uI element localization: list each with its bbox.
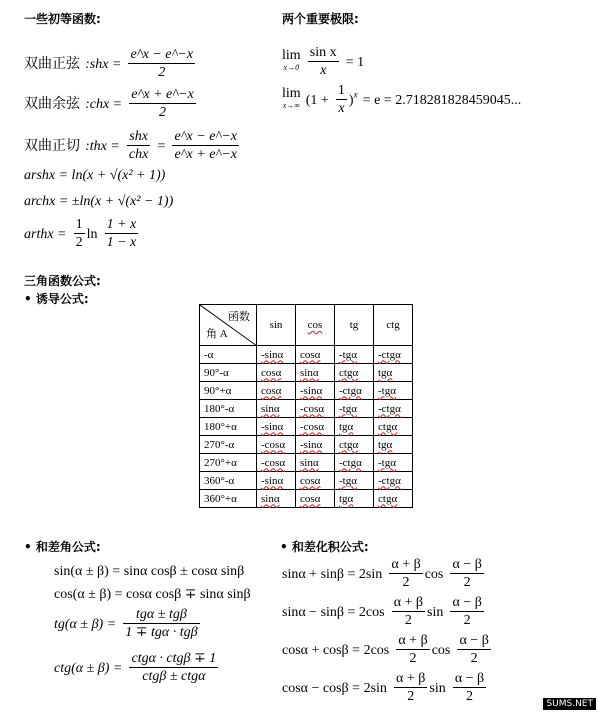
p2-den-2: 2 — [463, 613, 471, 628]
limit-2-numerator: 1 — [337, 83, 345, 98]
p4-lhs: cosα − cosβ = 2sin — [282, 681, 387, 696]
p1-fraction-2 — [450, 556, 483, 591]
arth-coef-numerator: 1 — [75, 217, 83, 232]
arth-numerator: 1 + x — [106, 217, 137, 232]
p4-mid: sin — [429, 681, 446, 696]
p3-num-1: α + β — [398, 633, 428, 648]
important-limits-heading: 两个重要极限: — [282, 12, 359, 26]
formula-arch: archx = ±ln(x + √(x² − 1)) — [24, 194, 174, 209]
sh-numerator: e^x − e^−x — [130, 47, 194, 62]
arth-fraction — [105, 216, 139, 251]
column-header: tg — [335, 305, 374, 346]
th-fraction-1 — [127, 128, 150, 163]
limit-2-operator — [282, 85, 301, 112]
limit-2-exponent: x — [353, 89, 358, 100]
ctg-numerator: ctgα · ctgβ ∓ 1 — [131, 651, 217, 666]
value-cell: -cosα — [296, 400, 335, 418]
p2-den-1: 2 — [404, 613, 412, 628]
value-cell: -tgα — [335, 346, 374, 364]
value-cell: sinα — [257, 400, 296, 418]
th-denominator-2: e^x + e^−x — [174, 147, 237, 162]
value-cell: ctgα — [335, 364, 374, 382]
formula-sin-minus-sin — [282, 594, 486, 629]
limit-2-prefix: (1 + — [305, 93, 329, 108]
p3-fraction-1 — [396, 632, 429, 667]
value-cell: -sinα — [257, 418, 296, 436]
value-cell: -ctgα — [374, 400, 413, 418]
arth-coefficient — [74, 216, 85, 251]
table-header-row — [200, 305, 413, 346]
angle-cell: 360°-α — [200, 472, 257, 490]
ctg-lhs: ctg(α ± β) = — [54, 661, 123, 676]
limit-2-fraction — [336, 82, 347, 117]
induction-formulas-heading: • 诱导公式: — [24, 292, 89, 306]
p2-lhs: sinα − sinβ = 2cos — [282, 605, 385, 620]
limit-e — [282, 82, 521, 117]
formula-th: 双曲正切 :thx = $\frac{\text{shx}}{\text{chx}}$ = $\frac{e\^{}x - e\^{}-x}{e\^{}x + e\^{}-x}$ — [24, 129, 237, 162]
arth-lhs: arthx = — [24, 227, 67, 242]
angle-cell: 180°+α — [200, 418, 257, 436]
angle-cell: 270°+α — [200, 454, 257, 472]
value-cell: sinα — [296, 364, 335, 382]
th-numerator-2: e^x − e^−x — [174, 129, 237, 144]
p4-den-2: 2 — [465, 689, 473, 704]
formula-sh — [24, 46, 197, 81]
limit-1-numerator: sin x — [309, 45, 337, 60]
value-cell: sinα — [296, 454, 335, 472]
formula-sin-plus-sin — [282, 556, 486, 591]
p4-fraction-1 — [394, 670, 427, 705]
value-cell: cosα — [296, 490, 335, 508]
ch-fraction — [129, 86, 196, 121]
corner-top-label: 函数 — [228, 311, 250, 323]
value-cell: -ctgα — [374, 346, 413, 364]
column-header: cos — [296, 305, 335, 346]
p4-num-2: α − β — [454, 671, 485, 686]
corner-bottom-label: 角 A — [206, 328, 228, 340]
sh-label: 双曲正弦 — [24, 56, 80, 72]
angle-cell: 90°-α — [200, 364, 257, 382]
trig-formulas-heading: 三角函数公式: — [24, 274, 101, 288]
th-lhs: :thx = — [85, 139, 120, 154]
value-cell: ctgα — [335, 436, 374, 454]
limit-1-denominator: x — [320, 63, 327, 78]
p3-den-2: 2 — [470, 651, 478, 666]
table-row — [200, 472, 413, 490]
value-cell: -cosα — [257, 454, 296, 472]
value-cell: cosα — [257, 382, 296, 400]
induction-table — [199, 304, 413, 508]
table-row — [200, 454, 413, 472]
th-label: 双曲正切 — [24, 138, 80, 154]
formula-arsh: arshx = ln(x + √(x² + 1)) — [24, 168, 166, 183]
tg-numerator: tgα ± tgβ — [123, 606, 199, 624]
limit-2-word: lim — [282, 85, 301, 101]
p3-fraction-2 — [457, 632, 490, 667]
limit-2-subscript: x→∞ — [282, 100, 300, 110]
value-cell: tgα — [335, 418, 374, 436]
table-row — [200, 382, 413, 400]
value-cell: -ctgα — [335, 382, 374, 400]
table-corner-cell — [200, 305, 257, 346]
angle-cell: 270°-α — [200, 436, 257, 454]
value-cell: -tgα — [374, 382, 413, 400]
formula-ch — [24, 86, 198, 121]
limit-1-operator — [282, 47, 301, 74]
p4-den-1: 2 — [407, 689, 415, 704]
p4-fraction-2 — [453, 670, 486, 705]
value-cell: tgα — [335, 490, 374, 508]
limit-1-rhs: = 1 — [345, 55, 365, 70]
value-cell: sinα — [257, 490, 296, 508]
p2-num-1: α + β — [393, 595, 424, 610]
formula-arth — [24, 216, 140, 251]
sh-fraction — [128, 46, 195, 81]
ch-numerator: e^x + e^−x — [131, 87, 194, 102]
value-cell: -sinα — [257, 472, 296, 490]
value-cell: cosα — [257, 364, 296, 382]
value-cell: tgα — [374, 436, 413, 454]
table-row — [200, 346, 413, 364]
ch-label: 双曲余弦 — [24, 96, 80, 112]
table-row — [200, 400, 413, 418]
p2-fraction-1 — [392, 594, 425, 629]
sum-diff-heading: • 和差角公式: — [24, 540, 101, 554]
tg-fraction — [123, 606, 199, 641]
formula-cos-plus-cos — [282, 632, 493, 667]
p2-mid: sin — [427, 605, 444, 620]
formula-ctg-sum — [54, 650, 220, 685]
table-row — [200, 436, 413, 454]
limit-2-rhs: = e = 2.718281828459045... — [362, 93, 522, 108]
ctg-denominator: ctgβ ± ctgα — [142, 669, 206, 684]
watermark: SUMS.NET — [543, 698, 596, 710]
arth-denominator: 1 − x — [106, 235, 137, 250]
p2-num-2: α − β — [452, 595, 482, 610]
ch-lhs: :chx = — [85, 97, 123, 112]
p1-num-2: α − β — [452, 557, 482, 572]
th-fraction-2 — [172, 128, 239, 163]
angle-cell: 180°-α — [200, 400, 257, 418]
value-cell: -tgα — [374, 454, 413, 472]
p3-lhs: cosα + cosβ = 2cos — [282, 643, 390, 658]
value-cell: -tgα — [335, 472, 374, 490]
value-cell: -sinα — [257, 346, 296, 364]
p1-fraction-1 — [389, 556, 422, 591]
ctg-fraction — [129, 650, 218, 685]
column-header: sin — [257, 305, 296, 346]
value-cell: tgα — [374, 364, 413, 382]
formula-tg-sum — [54, 606, 202, 641]
table-row — [200, 418, 413, 436]
angle-cell: -α — [200, 346, 257, 364]
value-cell: -cosα — [296, 418, 335, 436]
value-cell: -ctgα — [374, 472, 413, 490]
limit-2-denominator: x — [338, 101, 345, 116]
table-row — [200, 490, 413, 508]
limit-sinx-over-x — [282, 44, 364, 79]
th-denominator-1: chx — [128, 147, 149, 162]
sum-to-product-heading: • 和差化积公式: — [280, 540, 369, 554]
tg-lhs: tg(α ± β) = — [54, 617, 117, 632]
p3-den-1: 2 — [409, 651, 417, 666]
sh-denominator: 2 — [158, 65, 166, 80]
formula-cos-sum: cos(α ± β) = cosα cosβ ∓ sinα sinβ — [54, 587, 251, 602]
value-cell: -sinα — [296, 382, 335, 400]
angle-cell: 90°+α — [200, 382, 257, 400]
value-cell: -sinα — [296, 436, 335, 454]
value-cell: -cosα — [257, 436, 296, 454]
formula-sin-sum: sin(α ± β) = sinα cosβ ± cosα sinβ — [54, 564, 245, 579]
p3-num-2: α − β — [459, 633, 489, 648]
p2-fraction-2 — [450, 594, 483, 629]
value-cell: cosα — [296, 472, 335, 490]
formula-cos-minus-cos — [282, 670, 488, 705]
limit-1-subscript: x→0 — [283, 62, 300, 72]
arth-coef-denominator: 2 — [75, 235, 83, 250]
limit-2-close: ) — [348, 93, 354, 108]
p3-mid: cos — [431, 643, 451, 658]
value-cell: -ctgα — [335, 454, 374, 472]
value-cell: ctgα — [374, 490, 413, 508]
sh-lhs: :shx = — [85, 57, 122, 72]
p1-den-1: 2 — [402, 575, 410, 590]
elementary-functions-heading: 一些初等函数: — [24, 12, 101, 26]
table-row — [200, 364, 413, 382]
p1-lhs: sinα + sinβ = 2sin — [282, 567, 383, 582]
arth-ln: ln — [86, 227, 98, 242]
table-body — [200, 346, 413, 508]
ch-denominator: 2 — [159, 105, 167, 120]
limit-1-fraction — [308, 44, 339, 79]
value-cell: ctgα — [374, 418, 413, 436]
p4-num-1: α + β — [396, 671, 426, 686]
tg-denominator: 1 ∓ tgα · tgβ — [125, 625, 198, 640]
angle-cell: 360°+α — [200, 490, 257, 508]
value-cell: -tgα — [335, 400, 374, 418]
column-header: ctg — [374, 305, 413, 346]
value-cell: cosα — [296, 346, 335, 364]
p1-num-1: α + β — [391, 557, 421, 572]
p1-den-2: 2 — [463, 575, 471, 590]
p1-mid: cos — [424, 567, 444, 582]
th-numerator-1: shx — [127, 128, 150, 146]
limit-1-word: lim — [282, 47, 301, 63]
